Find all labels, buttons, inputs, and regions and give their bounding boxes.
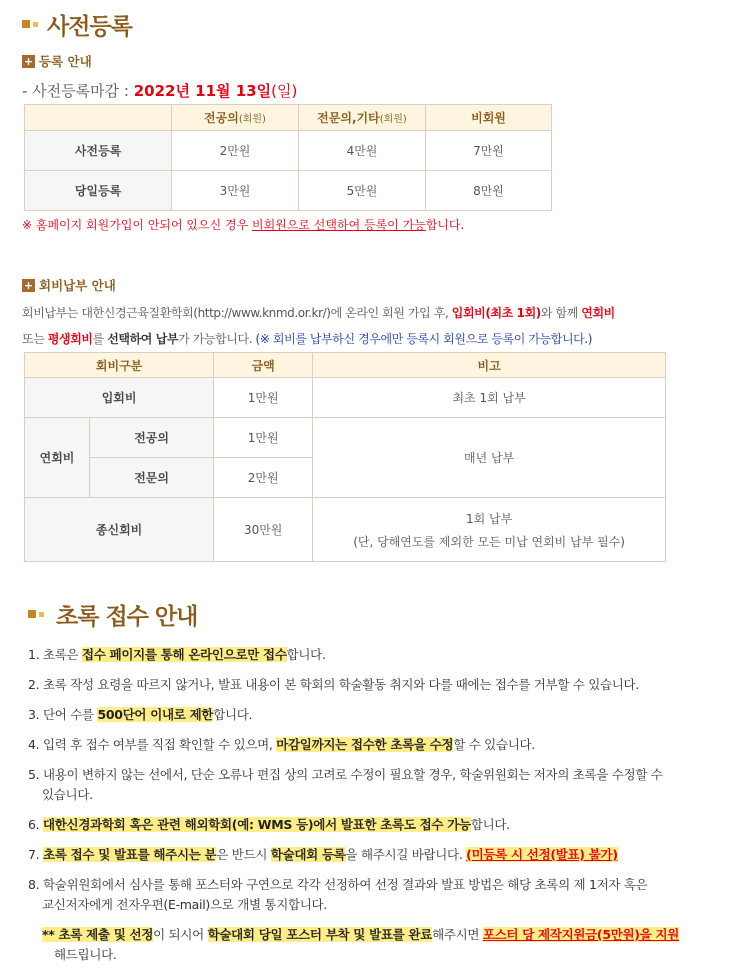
table-row: 전문의 2만원 [25, 458, 666, 498]
fee-desc-line2: 또는 평생회비를 선택하여 납부가 가능합니다. (※ 회비를 납부하신 경우에만 등록시 회원으로 등록이 가능합니다.) [22, 332, 593, 346]
registration-fee-table [24, 104, 552, 211]
registration-info-heading: + 등록 안내 [23, 54, 92, 69]
list-item: 3. 단어 수를 500단어 이내로 제한합니다. [28, 707, 253, 722]
list-item: 6. 대한신경과학회 혹은 관련 해외학회(예: WMS 등)에서 발표한 초록도 접수 가능합니다. [28, 817, 510, 832]
deadline-line: - 사전등록마감 : 2022년 11월 13일(일) [22, 82, 298, 100]
membership-fee-table: 회비구분 금액 비고 입회비 1만원 최초 1회 납부 연회비 전공의 1만원 매년 납부 전문의 2만원 종신회비 30만원 1회 납부 (단, 당해연도를 제외한 모든 미납 연회비 납부 필수) [24, 352, 666, 562]
abstract-title: 초록 접수 안내 [28, 596, 197, 632]
list-item: 2. 초록 작성 요령을 따르지 않거나, 발표 내용이 본 학회의 학술활동 취지와 다를 때에는 접수를 거부할 수 있습니다. [28, 677, 639, 692]
list-item: 7. 초록 접수 및 발표를 해주시는 분은 반드시 학술대회 등록을 해주시길 바랍니다. (미등록 시 선정(발표) 불가) [28, 847, 618, 862]
table-row: 당일등록 3만원 5만원 8만원 [25, 171, 552, 211]
list-item: 5. 내용이 변하지 않는 선에서, 단순 오류나 편집 상의 고려로 수정이 필요할 경우, 학술위원회는 저자의 초록을 수정할 수 있습니다. [28, 767, 663, 802]
plus-icon: + [23, 54, 34, 68]
table-row: 사전등록 2만원 4만원 7만원 [25, 131, 552, 171]
table-row: 종신회비 30만원 1회 납부 (단, 당해연도를 제외한 모든 미납 연회비 납부 필수) [25, 498, 666, 562]
list-item: 1. 초록은 접수 페이지를 통해 온라인으로만 접수합니다. [28, 647, 326, 662]
bullet-square-small-icon [39, 612, 44, 617]
bullet-square-icon [22, 20, 30, 28]
list-item: 4. 입력 후 접수 여부를 직접 확인할 수 있으며, 마감일까지는 접수한 초록을 수정할 수 있습니다. [28, 737, 535, 752]
plus-icon: + [23, 278, 34, 292]
bullet-square-small-icon [33, 22, 38, 27]
fee-info-heading: + 회비납부 안내 [23, 278, 116, 293]
table-row: 연회비 전공의 1만원 매년 납부 [25, 418, 666, 458]
col-specialist: 전문의,기타(회원) [299, 105, 426, 131]
table-row: 입회비 1만원 최초 1회 납부 [25, 378, 666, 418]
nonmember-note: ※ 홈페이지 회원가입이 안되어 있으신 경우 비회원으로 선택하여 등록이 가능합니다. [22, 218, 465, 232]
list-item: 8. 학술위원회에서 심사를 통해 포스터와 구연으로 각각 선정하여 선정 결과와 발표 방법은 해당 초록의 제 1저자 혹은 교신저자에게 전자우편(E-mail)으로 개별 통지합니다. [28, 877, 648, 912]
col-resident: 전공의(회원) [172, 105, 299, 131]
col-nonmember: 비회원 [426, 105, 552, 131]
deadline-date: 2022년 11월 13일 [133, 82, 272, 100]
support-note: ** 초록 제출 및 선정이 되시어 학술대회 당일 포스터 부착 및 발표를 완료해주시면 포스터 당 제작지원금(5만원)을 지원 해드립니다. [42, 927, 680, 962]
page-title: 사전등록 [22, 6, 132, 42]
bullet-square-icon [28, 610, 36, 618]
fee-desc-line1: 회비납부는 대한신경근육질환학회(http://www.knmd.or.kr/)에 온라인 회원 가입 후, 입회비(최초 1회)와 함께 연회비 [22, 306, 615, 320]
